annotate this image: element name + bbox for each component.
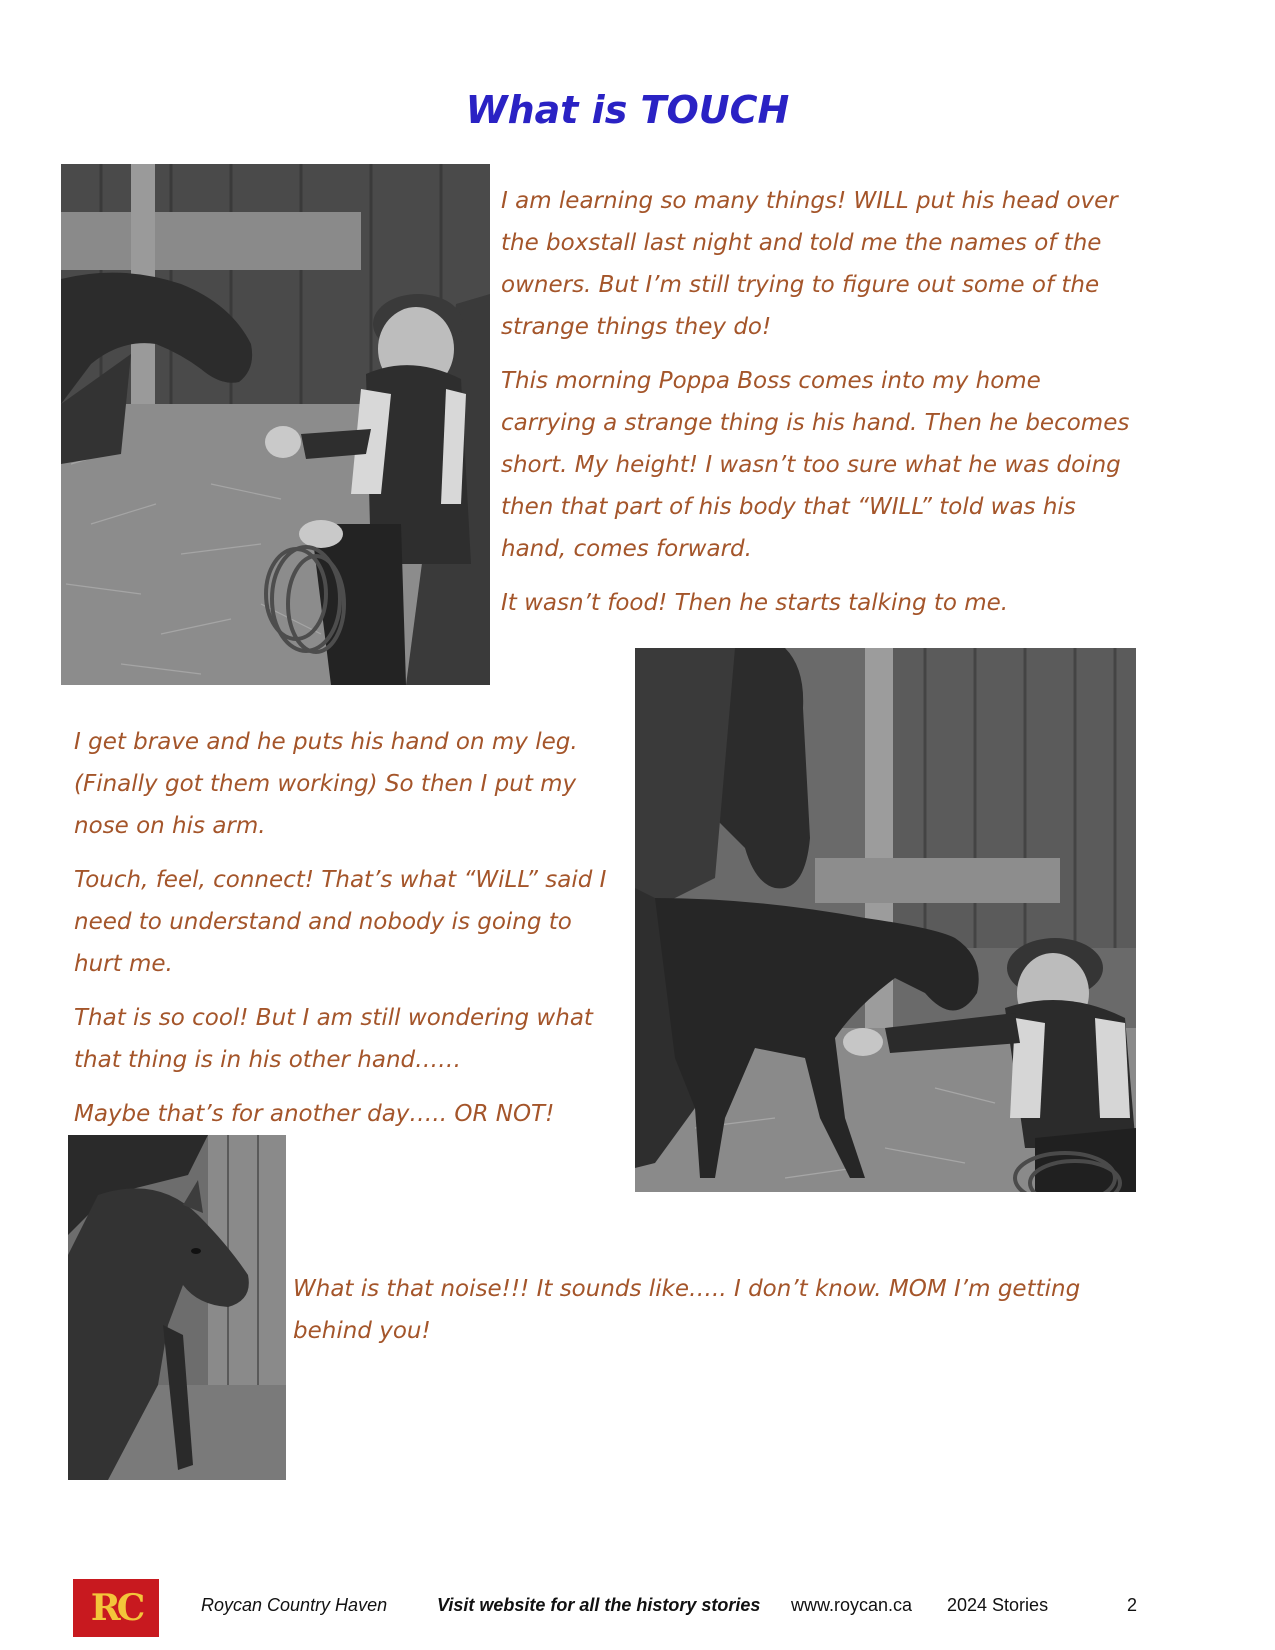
story-paragraph: It wasn’t food! Then he starts talking to me. [501, 590, 1009, 616]
collection-label: 2024 Stories [947, 1595, 1049, 1615]
story-paragraph: I am learning so many things! WILL put his head over the boxstall last night and told me the names of the owners. But I’m still trying to figure out some of the strange things they do! [501, 188, 1118, 340]
story-text-bottom [293, 1268, 1093, 1364]
website-note: Visit website for all the history stories [437, 1595, 761, 1615]
story-paragraph: This morning Poppa Boss comes into my home carrying a strange thing is his hand. Then he becomes short. My height! I wasn’t too sure what he was doing then that part of his body that “WILL” told was his hand, comes forward. [501, 368, 1130, 562]
roycan-logo [73, 1579, 159, 1637]
man-kneeling-with-foal-photo [61, 164, 490, 685]
story-text-top [501, 180, 1141, 636]
story-paragraph: Maybe that’s for another day….. OR NOT! [74, 1101, 555, 1127]
story-paragraph: What is that noise!!! It sounds like….. I don’t know. MOM I’m getting behind you! [293, 1276, 1081, 1344]
story-paragraph: That is so cool! But I am still wondering what that thing is in his other hand…… [74, 1005, 593, 1073]
website-url[interactable]: www.roycan.ca [791, 1595, 913, 1615]
page-footer [0, 1575, 1275, 1643]
story-paragraph: I get brave and he puts his hand on my leg. (Finally got them working) So then I put my nose on his arm. [74, 729, 578, 839]
org-name: Roycan Country Haven [201, 1595, 388, 1615]
foal-closeup-photo [68, 1135, 286, 1480]
logo-text: RC [90, 1587, 142, 1629]
mare-foal-and-man-photo [635, 648, 1136, 1192]
story-text-middle [74, 721, 614, 1147]
page-title: What is TOUCH [465, 88, 790, 132]
story-paragraph: Touch, feel, connect! That’s what “WiLL” said I need to understand and nobody is going to hurt me. [74, 867, 607, 977]
page-number: 2 [1127, 1595, 1138, 1615]
